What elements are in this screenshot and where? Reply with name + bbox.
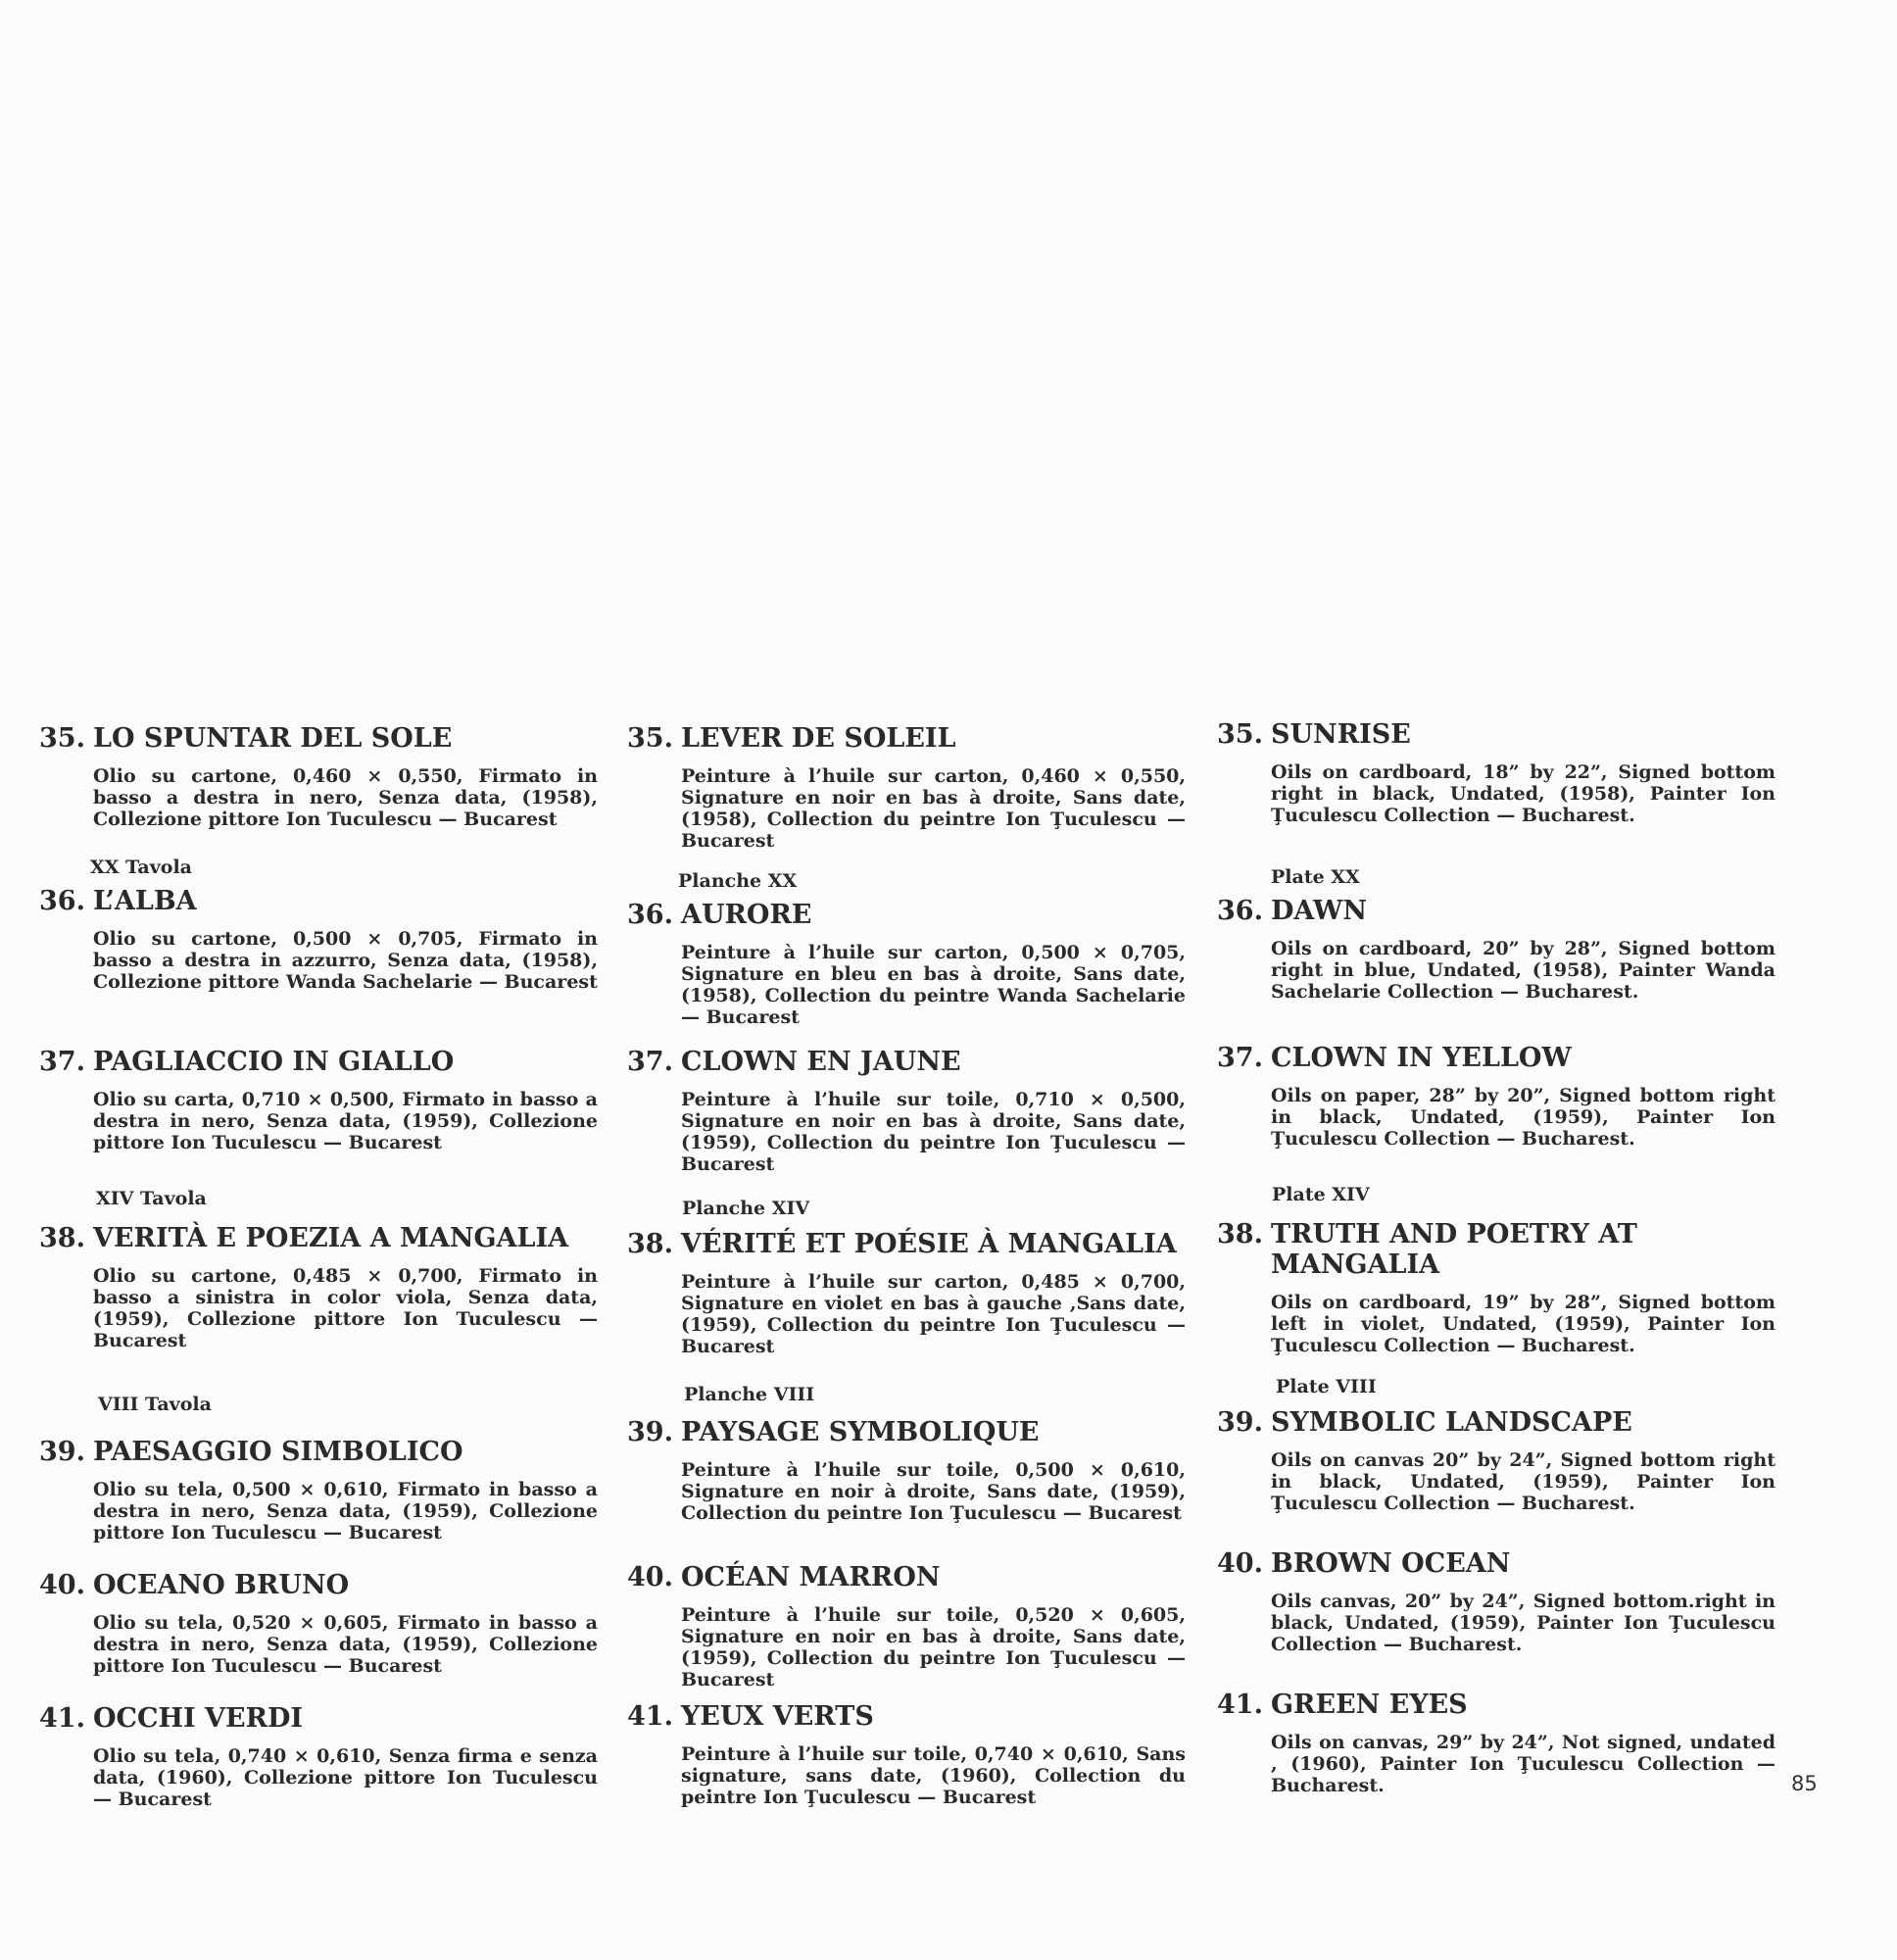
entry-number: 41. xyxy=(627,1701,673,1732)
entry-number: 37. xyxy=(1217,1043,1263,1073)
entry-number: 40. xyxy=(1217,1548,1263,1579)
catalogue-entry xyxy=(627,1047,1186,1175)
plate-label: XX Tavola xyxy=(90,857,192,878)
entry-title: VERITÀ E POEZIA A MANGALIA xyxy=(93,1223,569,1253)
catalogue-entry xyxy=(39,886,598,993)
entry-description: Oils on cardboard, 18” by 22”, Signed bottom right in black, Undated, (1958), Painter Ion Ţuculescu Collection — Bucharest. xyxy=(1271,761,1775,826)
entry-description: Peinture à l’huile sur toile, 0,500 × 0,610, Signature en noir à droite, Sans date, (1959), Collection du peintre Ion Ţuculescu — Bucarest xyxy=(681,1459,1186,1524)
entry-description: Olio su cartone, 0,500 × 0,705, Firmato in basso a destra in azzurro, Senza data, (1958), Collezione pittore Wanda Sachelarie — Bucarest xyxy=(93,928,598,993)
entry-title: SUNRISE xyxy=(1271,719,1411,750)
catalogue-entry xyxy=(627,1701,1186,1808)
catalogue-entry xyxy=(1217,896,1775,1003)
entry-description: Olio su cartone, 0,460 × 0,550, Firmato in basso a destra in nero, Senza data, (1958), Collezione pittore Ion Tuculescu — Bucarest xyxy=(93,765,598,830)
plate-label: Plate XIV xyxy=(1272,1184,1370,1205)
entry-number: 39. xyxy=(627,1417,673,1447)
entry-description: Oils on cardboard, 20” by 28”, Signed bottom right in blue, Undated, (1958), Painter Wanda Sachelarie Collection — Bucharest. xyxy=(1271,938,1775,1003)
page-number: 85 xyxy=(1791,1772,1818,1795)
catalogue-entry xyxy=(39,1570,598,1677)
entry-number: 39. xyxy=(39,1437,85,1467)
entry-number: 39. xyxy=(1217,1407,1263,1438)
entry-number: 37. xyxy=(39,1047,85,1077)
entry-number: 36. xyxy=(627,900,673,930)
entry-description: Olio su tela, 0,740 × 0,610, Senza firma e senza data, (1960), Collezione pittore Ion Tuculescu — Bucarest xyxy=(93,1745,598,1810)
plate-label: VIII Tavola xyxy=(98,1394,212,1415)
entry-number: 36. xyxy=(1217,896,1263,926)
catalogue-entry xyxy=(1217,719,1775,826)
entry-description: Peinture à l’huile sur toile, 0,710 × 0,500, Signature en noir en bas à droite, Sans date, (1959), Collection du peintre Ion Ţuculescu — Bucarest xyxy=(681,1089,1186,1175)
entry-description: Oils on canvas, 29” by 24”, Not signed, undated , (1960), Painter Ion Ţuculescu Collection — Bucharest. xyxy=(1271,1732,1775,1796)
entry-number: 35. xyxy=(1217,719,1263,750)
entry-number: 36. xyxy=(39,886,85,916)
catalogue-entry xyxy=(39,1703,598,1810)
plate-label: Plate VIII xyxy=(1276,1376,1377,1397)
entry-title: PAESAGGIO SIMBOLICO xyxy=(93,1437,463,1467)
entry-description: Peinture à l’huile sur carton, 0,460 × 0,550, Signature en noir en bas à droite, Sans date, (1958), Collection du peintre Ion Ţuculescu — Bucarest xyxy=(681,765,1186,852)
entry-title: OCEANO BRUNO xyxy=(93,1570,350,1600)
entry-number: 41. xyxy=(39,1703,85,1734)
entry-description: Oils on paper, 28” by 20”, Signed bottom right in black, Undated, (1959), Painter Ion Ţuculescu Collection — Bucharest. xyxy=(1271,1085,1775,1150)
plate-label: Planche XX xyxy=(678,870,798,892)
entry-description: Peinture à l’huile sur carton, 0,500 × 0,705, Signature en bleu en bas à droite, Sans date, (1958), Collection du peintre Wanda Sachelarie — Bucarest xyxy=(681,942,1186,1028)
entry-number: 38. xyxy=(627,1229,673,1259)
catalogue-entry xyxy=(1217,1043,1775,1150)
catalogue-entry xyxy=(1217,1548,1775,1655)
entry-title: L’ALBA xyxy=(93,886,197,916)
catalogue-entry xyxy=(627,1417,1186,1524)
entry-description: Peinture à l’huile sur carton, 0,485 × 0,700, Signature en violet en bas à gauche ,Sans date, (1959), Collection du peintre Ion Ţuculescu — Bucarest xyxy=(681,1271,1186,1357)
catalogue-entry xyxy=(1217,1690,1775,1796)
entry-title: BROWN OCEAN xyxy=(1271,1548,1511,1579)
entry-number: 38. xyxy=(39,1223,85,1253)
entry-title: AURORE xyxy=(681,900,812,930)
entry-title: LO SPUNTAR DEL SOLE xyxy=(93,723,453,754)
entry-title: VÉRITÉ ET POÉSIE À MANGALIA xyxy=(681,1229,1177,1259)
plate-label: Plate XX xyxy=(1271,866,1360,888)
entry-number: 37. xyxy=(627,1047,673,1077)
entry-description: Oils on cardboard, 19” by 28”, Signed bottom left in violet, Undated, (1959), Painter Ion Ţuculescu Collection — Bucharest. xyxy=(1271,1292,1775,1356)
entry-number: 41. xyxy=(1217,1690,1263,1720)
entry-title: GREEN EYES xyxy=(1271,1690,1468,1720)
entry-number: 35. xyxy=(39,723,85,754)
catalogue-entry xyxy=(627,900,1186,1028)
entry-description: Olio su cartone, 0,485 × 0,700, Firmato in basso a sinistra in color viola, Senza data, (1959), Collezione pittore Ion Tuculescu — Bucarest xyxy=(93,1265,598,1351)
plate-label: Planche XIV xyxy=(682,1198,810,1219)
catalogue-entry xyxy=(39,723,598,830)
entry-description: Olio su tela, 0,520 × 0,605, Firmato in basso a destra in nero, Senza data, (1959), Collezione pittore Ion Tuculescu — Bucarest xyxy=(93,1612,598,1677)
catalogue-entry xyxy=(39,1047,598,1153)
entry-title: LEVER DE SOLEIL xyxy=(681,723,956,754)
entry-description: Peinture à l’huile sur toile, 0,740 × 0,610, Sans signature, sans date, (1960), Collection du peintre Ion Ţuculescu — Bucarest xyxy=(681,1743,1186,1808)
entry-number: 40. xyxy=(39,1570,85,1600)
entry-title: OCÉAN MARRON xyxy=(681,1562,941,1592)
entry-title: PAGLIACCIO IN GIALLO xyxy=(93,1047,455,1077)
entry-description: Oils canvas, 20” by 24”, Signed bottom.right in black, Undated, (1959), Painter Ion Ţuculescu Collection — Bucharest. xyxy=(1271,1591,1775,1655)
entry-description: Olio su tela, 0,500 × 0,610, Firmato in basso a destra in nero, Senza data, (1959), Collezione pittore Ion Tuculescu — Bucarest xyxy=(93,1479,598,1544)
catalogue-entry xyxy=(627,1562,1186,1690)
entry-description: Peinture à l’huile sur toile, 0,520 × 0,605, Signature en noir en bas à droite, Sans date, (1959), Collection du peintre Ion Ţuculescu — Bucarest xyxy=(681,1604,1186,1690)
plate-label: Planche VIII xyxy=(684,1384,815,1405)
entry-title: TRUTH AND POETRY AT MANGALIA xyxy=(1271,1219,1637,1280)
entry-description: Oils on canvas 20” by 24”, Signed bottom right in black, Undated, (1959), Painter Ion Ţuculescu Collection — Bucharest. xyxy=(1271,1449,1775,1514)
entry-title: PAYSAGE SYMBOLIQUE xyxy=(681,1417,1040,1447)
catalogue-entry xyxy=(39,1223,598,1351)
entry-title: OCCHI VERDI xyxy=(93,1703,304,1734)
catalogue-entry xyxy=(39,1437,598,1544)
entry-title: CLOWN IN YELLOW xyxy=(1271,1043,1572,1073)
catalogue-entry xyxy=(1217,1407,1775,1514)
entry-number: 40. xyxy=(627,1562,673,1592)
entry-number: 38. xyxy=(1217,1219,1263,1250)
entry-title: CLOWN EN JAUNE xyxy=(681,1047,961,1077)
plate-label: XIV Tavola xyxy=(96,1188,207,1209)
catalogue-entry xyxy=(1217,1219,1775,1356)
entry-title: SYMBOLIC LANDSCAPE xyxy=(1271,1407,1632,1438)
catalogue-entry xyxy=(627,723,1186,852)
entry-title: DAWN xyxy=(1271,896,1368,926)
entry-title: YEUX VERTS xyxy=(681,1701,874,1732)
catalogue-entry xyxy=(627,1229,1186,1357)
entry-number: 35. xyxy=(627,723,673,754)
entry-description: Olio su carta, 0,710 × 0,500, Firmato in basso a destra in nero, Senza data, (1959), Collezione pittore Ion Tuculescu — Bucarest xyxy=(93,1089,598,1153)
